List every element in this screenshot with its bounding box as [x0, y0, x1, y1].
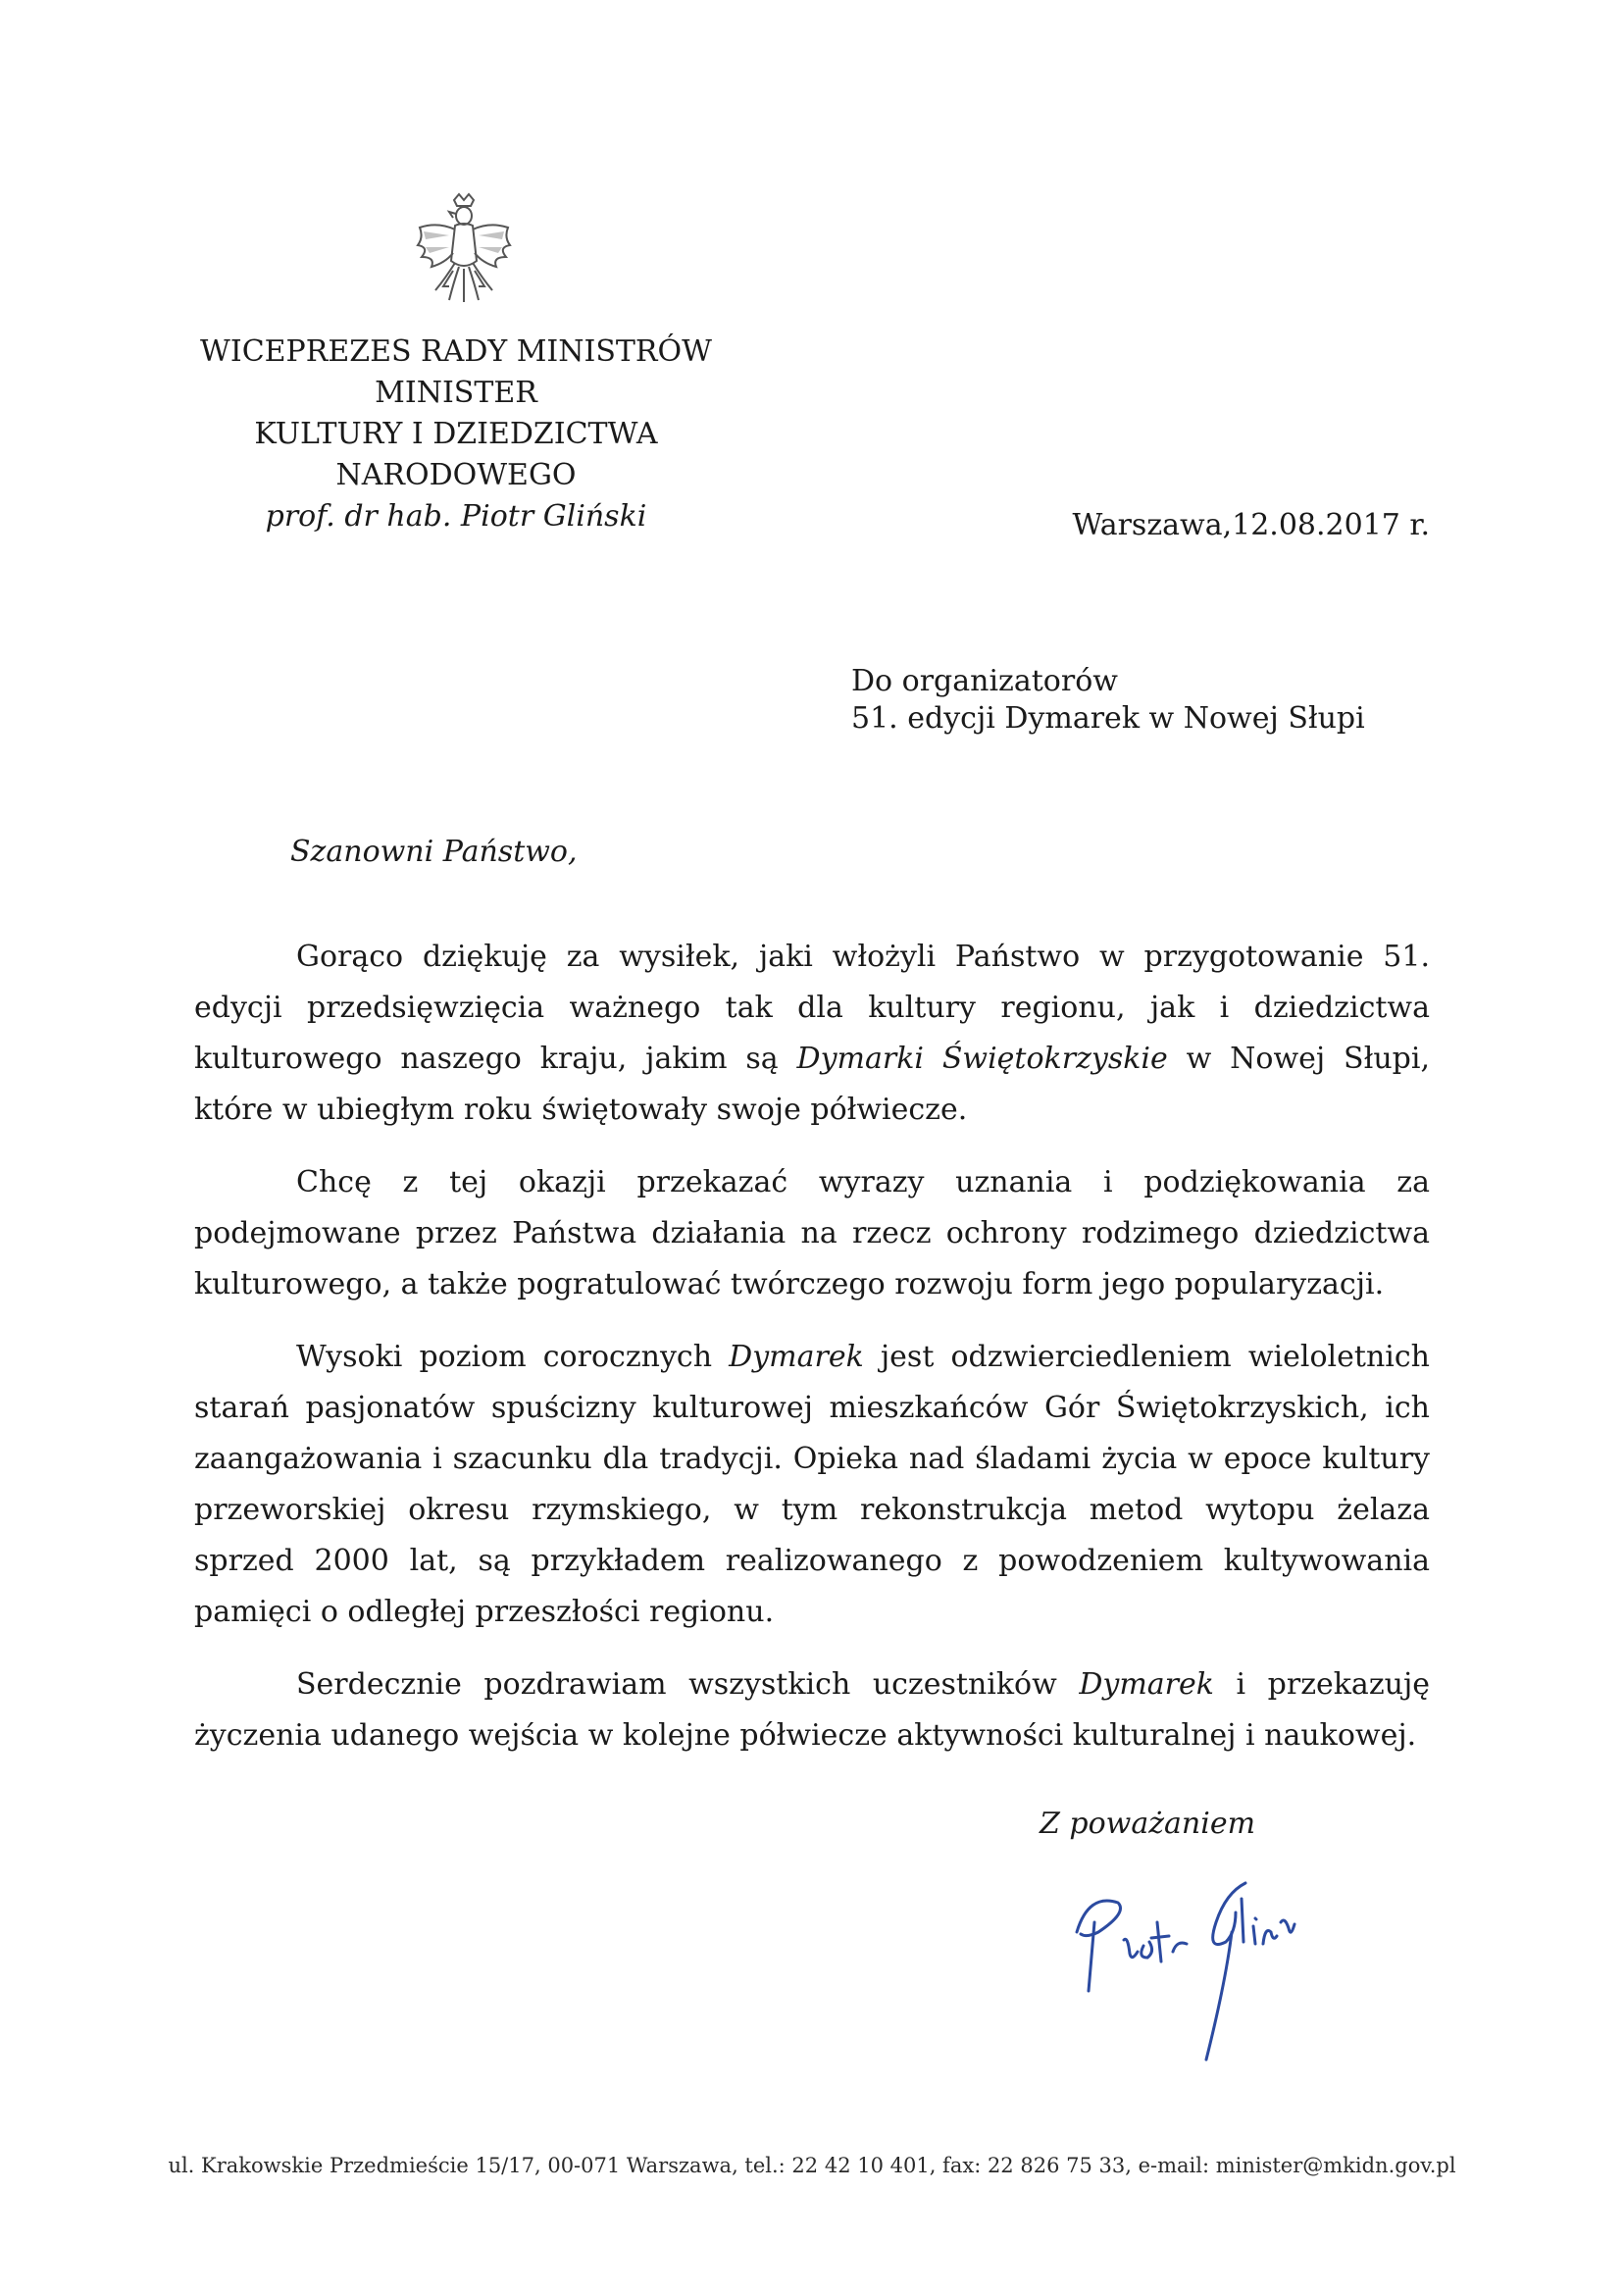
polish-eagle-emblem-icon: [410, 192, 518, 308]
recipient-line-2: 51. edycji Dymarek w Nowej Słupi: [851, 701, 1365, 736]
header-title-line-1: WICEPREZES RADY MINISTRÓW: [200, 334, 712, 369]
closing-phrase: Z poważaniem: [1040, 1807, 1256, 1841]
paragraph-4: [194, 1659, 1430, 1761]
letter-body: [194, 932, 1430, 1783]
handwritten-signature-icon: [1059, 1863, 1314, 2069]
letter-footer: ul. Krakowskie Przedmieście 15/17, 00-071 Warszawa, tel.: 22 42 10 401, fax: 22 826 75 33, e-mail: minister@mkidn.gov.pl: [168, 2154, 1456, 2177]
salutation: Szanowni Państwo,: [290, 835, 578, 869]
paragraph-3-text-a: Wysoki poziom corocznych: [296, 1340, 730, 1374]
paragraph-3-text-c: jest odzwierciedleniem wieloletnich starań pasjonatów spuścizny kulturowej mieszkańców Gór Świętokrzyskich, ich zaangażowania i szacunku dla tradycji. Opieka nad śladami życia w epoce kultury przeworskiej okresu rzymskiego, w tym rekonstrukcja metod wytopu żelaza sprzed 2000 lat, są przykładem realizowanego z powodzeniem kultywowania pamięci o odległej przeszłości regionu.: [194, 1340, 1430, 1629]
recipient-line-1: Do organizatorów: [851, 664, 1118, 698]
paragraph-4-text-c: i przekazuję życzenia udanego wejścia w kolejne półwiecze aktywności kulturalnej i naukowej.: [194, 1667, 1430, 1753]
paragraph-2: Chcę z tej okazji przekazać wyrazy uznania i podziękowania za podejmowane przez Państwa działania na rzecz ochrony rodzimego dziedzictwa kulturowego, a także pogratulować twórczego rozwoju form jego popularyzacji.: [194, 1165, 1430, 1301]
header-minister-name: prof. dr hab. Piotr Gliński: [265, 499, 647, 534]
paragraph-4-italic: Dymarek: [1079, 1667, 1214, 1702]
paragraph-1-text-a: Gorąco dziękuję za wysiłek, jaki włożyli Państwo w przygotowanie 51. edycji przedsięwzięcia ważnego tak dla kultury regionu, jak i dziedzictwa kulturowego naszego kraju, jakim są: [194, 940, 1430, 1076]
header-title-line-3: KULTURY I DZIEDZICTWA NARODOWEGO: [254, 417, 658, 492]
letter-date: Warszawa,12.08.2017 r.: [1072, 508, 1430, 542]
paragraph-3-italic: Dymarek: [729, 1340, 864, 1374]
paragraph-3: [194, 1332, 1430, 1638]
paragraph-1-italic: Dymarki Świętokrzyskie: [796, 1042, 1168, 1076]
paragraph-1: [194, 932, 1430, 1136]
letter-header: [147, 331, 765, 537]
paragraph-4-text-a: Serdecznie pozdrawiam wszystkich uczestników: [296, 1667, 1080, 1702]
header-title-line-2: MINISTER: [375, 376, 537, 410]
paragraph-1-text-c: w Nowej Słupi, które w ubiegłym roku świętowały swoje półwiecze.: [194, 1042, 1430, 1127]
recipient-block: [851, 663, 1365, 738]
